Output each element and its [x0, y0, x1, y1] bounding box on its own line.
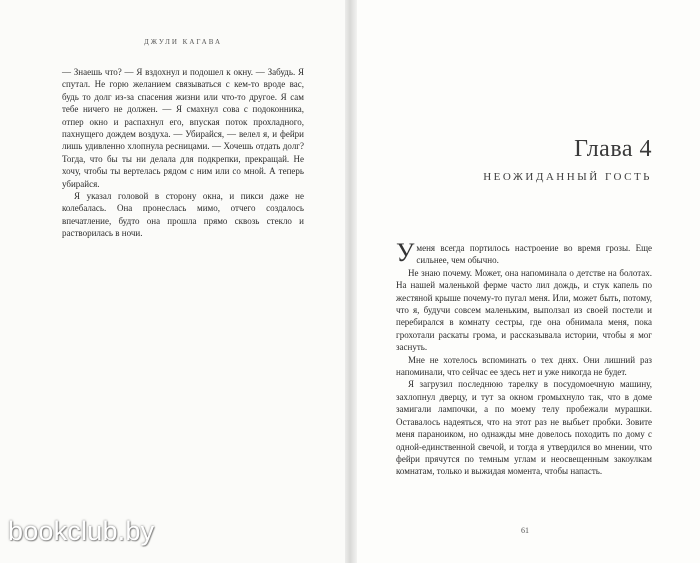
watermark: bookclub.by	[8, 516, 155, 546]
right-paragraph: Я загрузил последнюю тарелку в посудомоечную машину, захлопнул дверцу, и тут за окном громыхнуло так, что в доме замигали лампочки, а по моему телу пробежали мурашки. Оставалось надеяться, что на этот раз не выбьет пробки. Зовите меня параноиком, но однажды мне довелось походить по дому с одной-единственной свечой, и тогда я утвердился во мнении, что фейри прячутся по темным углам и неосвещенным закоулкам комнатам, только и выжидая момента, чтобы напасть.	[396, 379, 652, 477]
right-paragraph: Не знаю почему. Может, она напоминала о детстве на болотах. На нашей маленькой ферме часто лил дождь, и стук капель по жестяной крыше почему-то пугал меня. Или, может быть, потому, что я, будучи совсем маленьким, выползал из своей постели и перебирался в комнату сестры, где она обнимала меня, пока грохотали раскаты грома, и рассказывала истории, чтобы я мог заснуть.	[396, 267, 652, 353]
drop-cap: У	[396, 238, 415, 267]
running-head: ДЖУЛИ КАГАВА	[143, 38, 222, 46]
left-page-text	[62, 66, 304, 240]
chapter-heading	[483, 136, 652, 183]
first-paragraph-text: меня всегда портилось настроение во время грозы. Еще сильнее, чем обычно.	[416, 243, 652, 266]
page-number: 61	[521, 526, 529, 535]
right-paragraph-first	[396, 238, 652, 267]
chapter-title: Глава 4	[574, 136, 652, 162]
left-paragraph: Я указал головой в сторону окна, и пикси даже не колебалась. Она пронеслась мимо, отчего создалось впечатление, будто она прошла прямо сквозь стекло и растворилась в ночи.	[62, 191, 304, 239]
right-paragraph: Мне не хотелось вспоминать о тех днях. Они лишний раз напоминали, что сейчас ее здесь нет и уже никогда не будет.	[396, 354, 652, 378]
right-page	[350, 0, 700, 563]
right-page-text	[396, 238, 652, 478]
chapter-subtitle: НЕОЖИДАННЫЙ ГОСТЬ	[483, 171, 652, 183]
left-paragraph: — Знаешь что? — Я вздохнул и подошел к окну. — Забудь. Я спутал. Не горю желанием связываться с кем-то вроде вас, будь то долг из-за спасения жизни или что-то другое. Я сам тебе ничего не должен. — Я смахнул сова с подоконника, отпер окно и распахнул его, впуская поток прохладного, пахнущего дождем воздуха. — Убирайся, — велел я, и фейри лишь удивленно хлопнула ресницами. — Хочешь отдать долг? Тогда, что бы ты ни делала для подкрепки, прекращай. Не хочу, чтобы ты вертелась рядом с ним или со мной. А теперь убирайся.	[62, 67, 304, 189]
